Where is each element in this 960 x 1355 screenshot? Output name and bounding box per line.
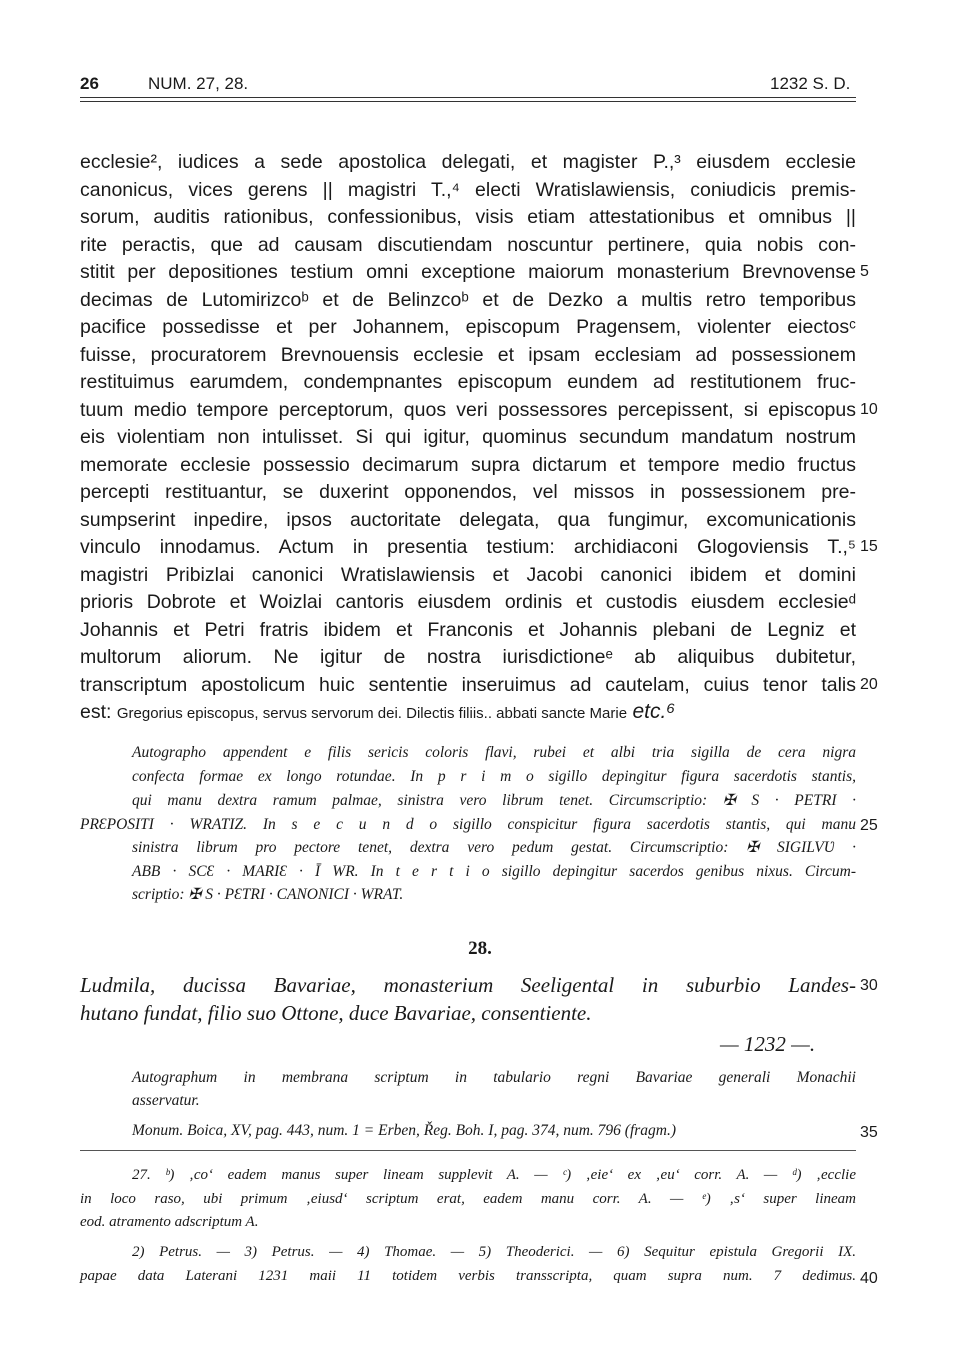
text-line: multorum aliorum. Ne igitur de nostra iurisdictioneᵉ ab aliquibus dubitetur, xyxy=(80,646,856,668)
text-line: restituimus earumdem, condempnantes episcopum eundem ad restitutionem fruc- xyxy=(80,371,856,393)
source-line: Autographum in membrana scriptum in tabulario regni Bavariae generali Monachii xyxy=(132,1069,856,1086)
margin-line-number: 20 xyxy=(860,676,878,693)
text-line: decimas de Lutomirizcoᵇ et de Belinzcoᵇ et de Dezko a multis retro temporibus xyxy=(80,289,856,311)
text-line: rite peractis, que ad causam discutiendam noscuntur pertinere, quia nobis con- xyxy=(80,234,856,256)
margin-line-number: 30 xyxy=(860,977,878,994)
text-line: fuisse, procuratorem Brevnouensis ecclesie et ipsam ecclesiam ad possessionem xyxy=(80,344,856,366)
text-line: stitit per depositiones testium omni exceptione maiorum monasterium Brevnovense xyxy=(80,261,856,283)
margin-line-number: 40 xyxy=(860,1270,878,1287)
text-fragment: etc.⁶ xyxy=(632,700,676,723)
note-line: PRƐPOSITI · WRATIZ. In s e c u n d o sigillo conspicitur figura sacerdotis stantis, qui manu xyxy=(80,816,856,833)
text-line: memorate ecclesie possessio decimarum supra dictarum et tempore medio fructus xyxy=(80,454,856,476)
footnote-line: papae data Laterani 1231 maii 11 totidem verbis transscripta, quam supra num. 7 dedimus. xyxy=(80,1268,856,1284)
text-line: Johannis et Petri fratris ibidem et Franconis et Johannis plebani de Legniz et xyxy=(80,619,856,641)
margin-line-number: 5 xyxy=(860,263,869,280)
document-numbers: NUM. 27, 28. xyxy=(148,74,249,93)
text-line: sumpserint inpedire, ipsos auctoritate delegata, qua fungimur, excomunicationis xyxy=(80,509,856,531)
text-line: transcriptum apostolicum huic sententie inseruimus ad cautelam, cuius tenor talis xyxy=(80,674,856,696)
text-line: pacifice possedisse et per Johannem, episcopum Pragensem, violenter eiectosᶜ xyxy=(80,316,856,338)
regest-title-line: Ludmila, ducissa Bavariae, monasterium Seeligental in suburbio Landes- xyxy=(80,973,856,997)
text-line: canonicus, vices gerens || magistri T.,⁴ electi Wratislawiensis, coniudicis premis- xyxy=(80,179,856,201)
text-line: sorum, auditis rationibus, confessionibus, visis etiam attestationibus et omnibus || xyxy=(80,206,856,228)
text-line-last xyxy=(80,698,856,726)
text-line: vinculo innodamus. Actum in presentia testium: archidiaconi Glogoviensis T.,⁵ xyxy=(80,536,856,558)
footnote-line: eod. atramento adscriptum A. xyxy=(80,1214,259,1230)
header-rule-bottom xyxy=(80,101,856,102)
header-rule-top xyxy=(80,97,856,98)
margin-line-number: 15 xyxy=(860,538,878,555)
margin-line-number: 10 xyxy=(860,401,878,418)
header-date: 1232 S. D. xyxy=(770,74,851,93)
regest-title-line: hutano fundat, filio suo Ottone, duce Bavariae, consentiente. xyxy=(80,1001,592,1025)
document-number-heading: 28. xyxy=(468,938,492,959)
margin-line-number: 35 xyxy=(860,1124,878,1141)
document-date: — 1232 —. xyxy=(720,1032,816,1056)
note-line: confecta formae ex longo rotundae. In p r i m o sigillo depingitur figura sacerdotis stantis, xyxy=(132,768,856,785)
text-line: eis violentiam non intulisset. Si qui igitur, quominus secundum mandatum nostrum xyxy=(80,426,856,448)
text-line: magistri Pribizlai canonici Wratislawiensis et Jacobi canonici ibidem et domini xyxy=(80,564,856,586)
note-line: qui manu dextra ramum palmae, sinistra vero librum tenet. Circumscriptio: ✠ S · PETRI · xyxy=(132,792,856,809)
running-header xyxy=(80,70,856,96)
footnote-line: 2) Petrus. — 3) Petrus. — 4) Thomae. — 5) Theoderici. — 6) Sequitur epistula Gregorii IX. xyxy=(132,1244,856,1260)
note-line: ABB · SCƐ · MARIƐ · Ī WR. In t e r t i o sigillo depingitur sacerdos genibus nixus. Circum- xyxy=(132,863,856,880)
note-line: Autographo appendent e filis sericis coloris flavi, rubei et albi tria sigilla de cera nigra xyxy=(132,744,856,761)
quoted-incipit: Gregorius episcopus, servus servorum dei. Dilectis filiis.. abbati sancte Marie xyxy=(116,705,628,722)
note-line: scriptio: ✠ S · PƐTRI · CANONICI · WRAT. xyxy=(132,886,404,903)
text-fragment: est: xyxy=(80,701,112,723)
margin-line-number: 25 xyxy=(860,817,878,834)
text-line: prioris Dobrote et Woizlai cantoris eiusdem ordinis et custodis eiusdem ecclesieᵈ xyxy=(80,591,856,613)
footnote-line: 27. ᵇ) ‚co‘ eadem manus super lineam supplevit A. — ᶜ) ‚eie‘ ex ‚eu‘ corr. A. — ᵈ) ‚ecclie xyxy=(132,1167,856,1183)
note-line: sinistra librum pro pectore tenet, dextra vero pedum gestat. Circumscriptio: ✠ SIGILVƲ · xyxy=(132,839,856,856)
page-number: 26 xyxy=(80,74,99,93)
text-line: percepti restituantur, se duxerint opponendos, vel missos in possessionem pre- xyxy=(80,481,856,503)
text-line: tuum medio tempore perceptorum, quos veri possessores percepissent, si episcopus xyxy=(80,399,856,421)
footnote-separator xyxy=(80,1150,856,1151)
text-line: ecclesie², iudices a sede apostolica delegati, et magister P.,³ eiusdem ecclesie xyxy=(80,151,856,173)
source-line: asservatur. xyxy=(132,1092,200,1109)
edition-reference: Monum. Boica, XV, pag. 443, num. 1 = Erben, Řeg. Boh. I, pag. 374, num. 796 (fragm.) xyxy=(132,1122,677,1139)
footnote-line: in loco raso, ubi primum ‚eiusd‘ scriptum erat, eadem manu corr. A. — ᵉ) ‚s‘ super lineam xyxy=(80,1191,856,1207)
